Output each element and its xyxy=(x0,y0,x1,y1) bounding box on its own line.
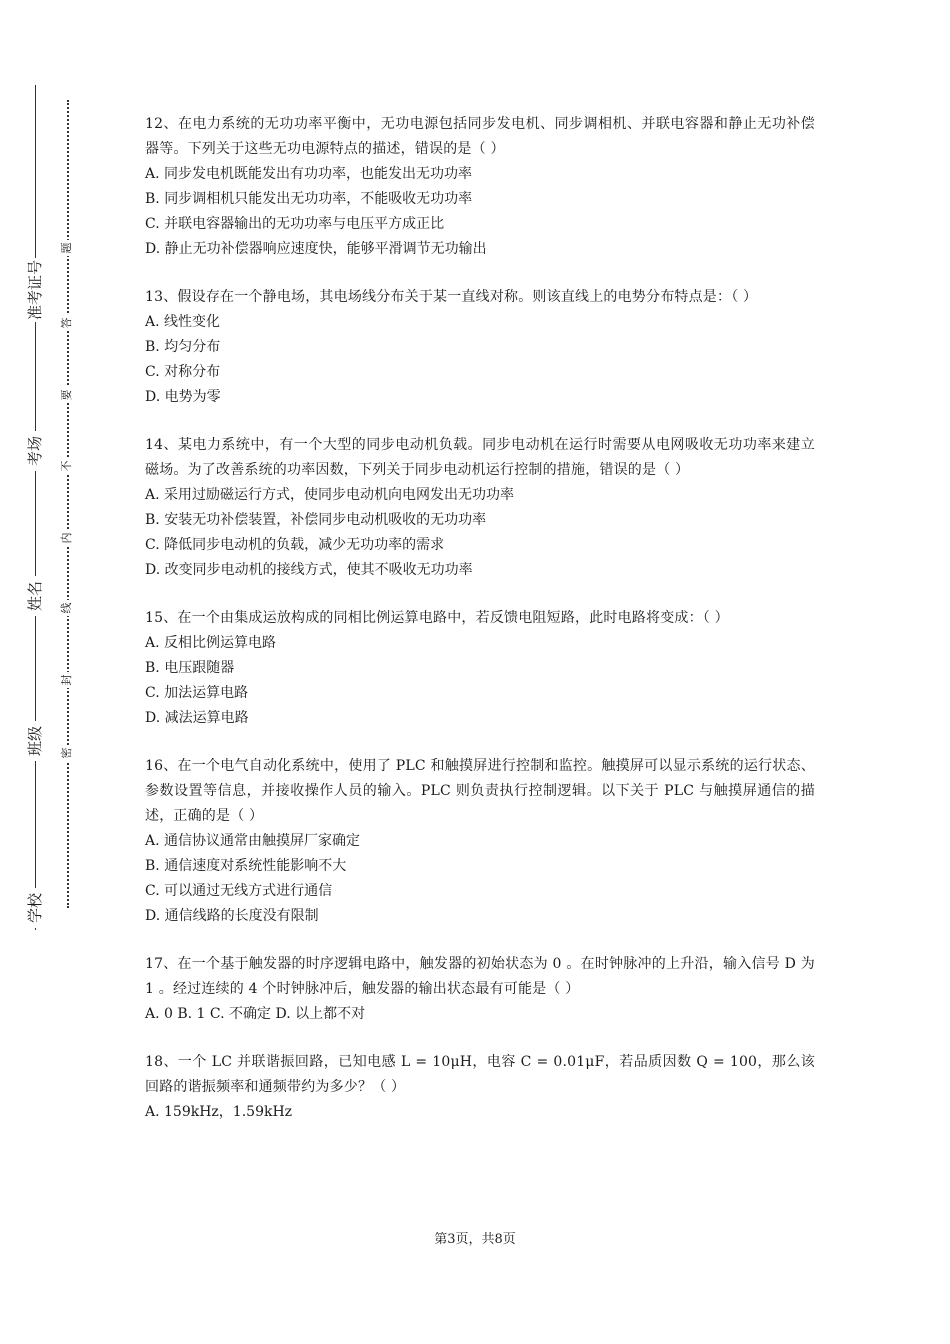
option-d: D. 改变同步电动机的接线方式，使其不吸收无功功率 xyxy=(145,562,473,578)
seal-char: 密 xyxy=(59,745,75,761)
question-list xyxy=(145,112,815,1148)
question-15 xyxy=(145,606,815,731)
option-b: B. 均匀分布 xyxy=(145,339,221,355)
question-stem: 13、假设存在一个静电场，其电场线分布关于某一直线对称。则该直线上的电势分布特点是：（ ） xyxy=(145,289,758,305)
option-d: D. 通信线路的长度没有限制 xyxy=(145,908,319,924)
option-d: D. 静止无功补偿器响应速度快，能够平滑调节无功输出 xyxy=(145,241,487,257)
option-a: A. 通信协议通常由触摸屏厂家确定 xyxy=(145,833,361,849)
options-inline: A. 0 B. 1 C. 不确定 D. 以上都不对 xyxy=(145,1006,366,1022)
question-13 xyxy=(145,285,815,410)
option-a: A. 线性变化 xyxy=(145,314,221,330)
class-field-label: 班级 xyxy=(22,721,48,761)
option-a: A. 159kHz，1.59kHz xyxy=(145,1104,293,1120)
question-stem: 18、一个 LC 并联谐振回路，已知电感 L = 10μH，电容 C = 0.01μF，若品质因数 Q = 100，那么该回路的谐振频率和通频带约为多少？（ ） xyxy=(145,1054,815,1095)
exam-id-field-label: 准考证号 xyxy=(22,258,48,322)
seal-dotted-line xyxy=(67,100,69,908)
option-c: C. 并联电容器输出的无功功率与电压平方成正比 xyxy=(145,216,445,232)
option-d: D. 减法运算电路 xyxy=(145,710,249,726)
page-number: 第3页，共8页 xyxy=(434,1232,516,1247)
seal-char: 答 xyxy=(59,315,75,331)
school-field-label: 学校 xyxy=(22,888,48,928)
binding-solid-line xyxy=(35,85,36,930)
option-c: C. 降低同步电动机的负载，减少无功功率的需求 xyxy=(145,537,445,553)
question-stem: 17、在一个基于触发器的时序逻辑电路中，触发器的初始状态为 0 。在时钟脉冲的上升沿，输入信号 D 为 1 。经过连续的 4 个时钟脉冲后，触发器的输出状态最有可能是（ ） xyxy=(145,956,815,997)
question-17 xyxy=(145,952,815,1027)
option-b: B. 通信速度对系统性能影响不大 xyxy=(145,858,347,874)
option-b: B. 安装无功补偿装置，补偿同步电动机吸收的无功功率 xyxy=(145,512,487,528)
question-stem: 15、在一个由集成运放构成的同相比例运算电路中，若反馈电阻短路，此时电路将变成：（ ） xyxy=(145,610,729,626)
question-12 xyxy=(145,112,815,262)
option-a: A. 采用过励磁运行方式，使同步电动机向电网发出无功功率 xyxy=(145,487,515,503)
option-c: C. 对称分布 xyxy=(145,364,221,380)
seal-char: 内 xyxy=(59,530,75,546)
question-stem: 12、在电力系统的无功功率平衡中，无功电源包括同步发电机、同步调相机、并联电容器和静止无功补偿器等。下列关于这些无功电源特点的描述，错误的是（ ） xyxy=(145,116,815,157)
option-d: D. 电势为零 xyxy=(145,389,221,405)
option-c: C. 可以通过无线方式进行通信 xyxy=(145,883,333,899)
question-16 xyxy=(145,754,815,929)
seal-char: 题 xyxy=(59,240,75,256)
seal-char: 封 xyxy=(59,672,75,688)
name-field-label: 姓名 xyxy=(22,576,48,616)
seal-char: 不 xyxy=(59,458,75,474)
question-stem: 14、某电力系统中，有一个大型的同步电动机负载。同步电动机在运行时需要从电网吸收无功功率来建立磁场。为了改善系统的功率因数，下列关于同步电动机运行控制的措施，错误的是（ ） xyxy=(145,437,815,478)
question-14 xyxy=(145,433,815,583)
option-a: A. 同步发电机既能发出有功功率，也能发出无功功率 xyxy=(145,166,473,182)
option-b: B. 电压跟随器 xyxy=(145,660,235,676)
option-a: A. 反相比例运算电路 xyxy=(145,635,277,651)
question-18 xyxy=(145,1050,815,1125)
binding-margin xyxy=(0,0,120,1344)
exam-room-field-label: 考场 xyxy=(22,431,48,471)
seal-char: 线 xyxy=(59,600,75,616)
seal-char: 要 xyxy=(59,387,75,403)
option-c: C. 加法运算电路 xyxy=(145,685,249,701)
question-stem: 16、在一个电气自动化系统中，使用了 PLC 和触摸屏进行控制和监控。触摸屏可以显示系统的运行状态、参数设置等信息，并接收操作人员的输入。PLC 则负责执行控制逻辑。以下关于 PLC 与触摸屏通信的描述，正确的是（ ） xyxy=(145,758,815,824)
option-b: B. 同步调相机只能发出无功功率，不能吸收无功功率 xyxy=(145,191,473,207)
